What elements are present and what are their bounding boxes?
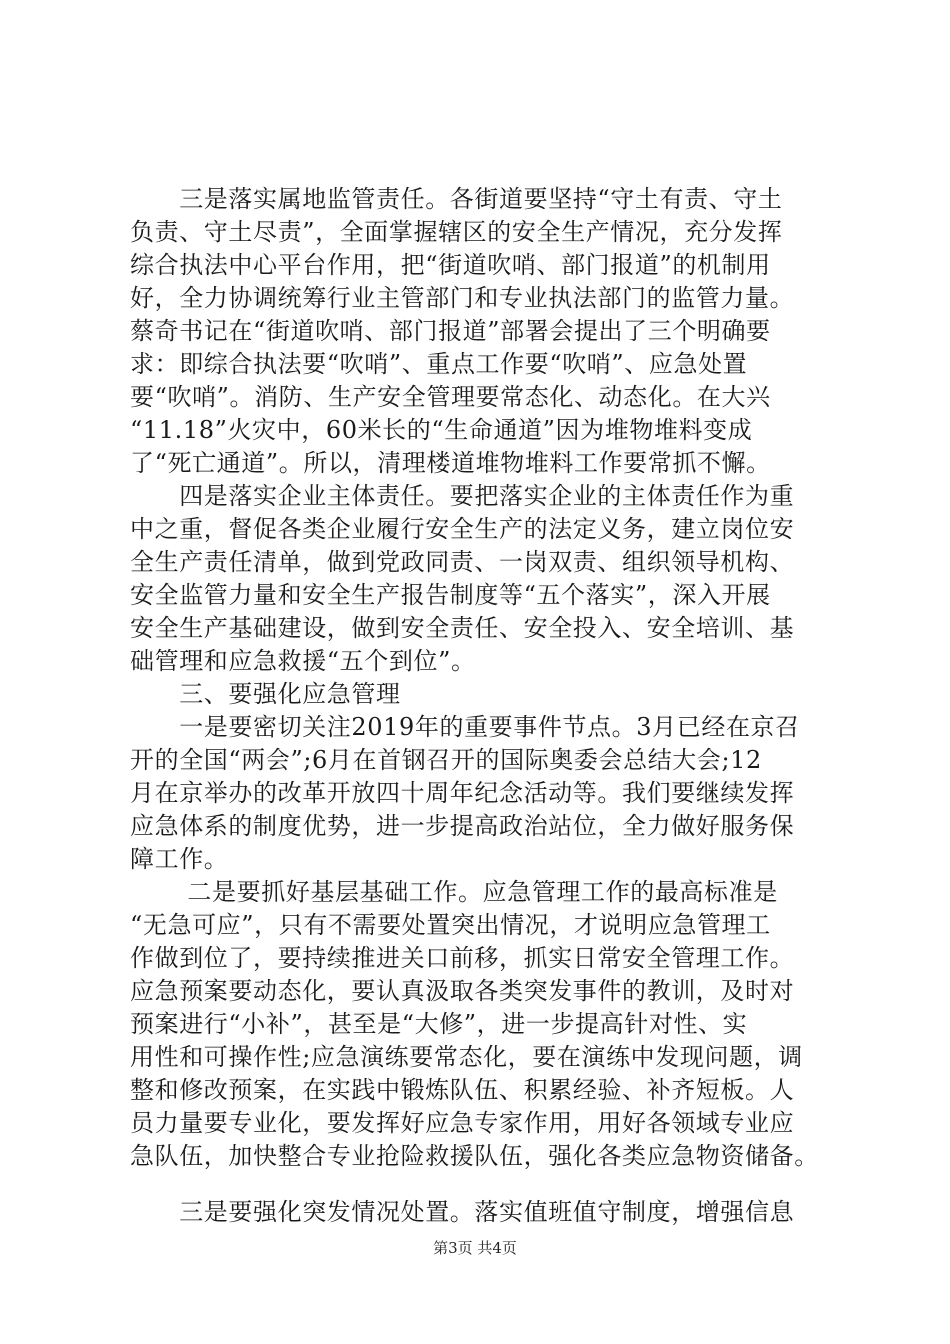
text-line: 全生产责任清单，做到党政同责、一岗双责、组织领导机构、 <box>130 548 795 576</box>
text-line: 四是落实企业主体责任。要把落实企业的主体责任作为重 <box>130 482 795 510</box>
text-line: 要“吹哨”。消防、生产安全管理要常态化、动态化。在大兴 <box>130 383 771 411</box>
text-line: 应急预案要动态化，要认真汲取各类突发事件的教训，及时对 <box>130 977 795 1005</box>
text-line: 一是要密切关注2019年的重要事件节点。3月已经在京召 <box>130 713 800 741</box>
text-line: 础管理和应急救援“五个到位”。 <box>130 647 476 675</box>
text-line: 月在京举办的改革开放四十周年纪念活动等。我们要继续发挥 <box>130 779 795 807</box>
text-line: 三、要强化应急管理 <box>130 680 401 708</box>
text-line: 综合执法中心平台作用，把“街道吹哨、部门报道”的机制用 <box>130 251 771 279</box>
text-line: 员力量要专业化，要发挥好应急专家作用，用好各领域专业应 <box>130 1109 795 1137</box>
text-line: 求：即综合执法要“吹哨”、重点工作要“吹哨”、应急处置 <box>130 350 748 378</box>
text-line: 了“死亡通道”。所以，清理楼道堆物堆料工作要常抓不懈。 <box>130 449 771 477</box>
text-line: 预案进行“小补”，甚至是“大修”，进一步提高针对性、实 <box>130 1010 748 1038</box>
text-line: 作做到位了，要持续推进关口前移，抓实日常安全管理工作。 <box>130 944 795 972</box>
text-line: 用性和可操作性;应急演练要常态化，要在演练中发现问题，调 <box>130 1043 803 1071</box>
text-line: 安全生产基础建设，做到安全责任、安全投入、安全培训、基 <box>130 614 795 642</box>
text-line: 应急体系的制度优势，进一步提高政治站位，全力做好服务保 <box>130 812 795 840</box>
text-line: 整和修改预案，在实践中锻炼队伍、积累经验、补齐短板。人 <box>130 1076 795 1104</box>
text-line: 三是要强化突发情况处置。落实值班值守制度，增强信息 <box>130 1198 795 1226</box>
text-line: 急队伍，加快整合专业抢险救援队伍，强化各类应急物资储备。 <box>130 1142 819 1170</box>
text-line: 负责、守土尽责”，全面掌握辖区的安全生产情况，充分发挥 <box>130 218 783 246</box>
text-line: 安全监管力量和安全生产报告制度等“五个落实”，深入开展 <box>130 581 771 609</box>
text-line: “无急可应”，只有不需要处置突出情况，才说明应急管理工 <box>130 911 771 939</box>
text-line: 障工作。 <box>130 845 229 873</box>
text-line: 好，全力协调统筹行业主管部门和专业执法部门的监管力量。 <box>130 284 795 312</box>
text-line: “11.18”火灾中，60米长的“生命通道”因为堆物堆料变成 <box>130 416 753 444</box>
text-line: 中之重，督促各类企业履行安全生产的法定义务，建立岗位安 <box>130 515 795 543</box>
page-footer: 第3页 共4页 <box>433 1239 517 1257</box>
text-line: 二是要抓好基层基础工作。应急管理工作的最高标准是 <box>130 878 778 906</box>
text-line: 蔡奇书记在“街道吹哨、部门报道”部署会提出了三个明确要 <box>130 317 771 345</box>
text-line: 开的全国“两会”;6月在首钢召开的国际奥委会总结大会;12 <box>130 746 762 774</box>
text-line: 三是落实属地监管责任。各街道要坚持“守土有责、守土 <box>130 185 783 213</box>
